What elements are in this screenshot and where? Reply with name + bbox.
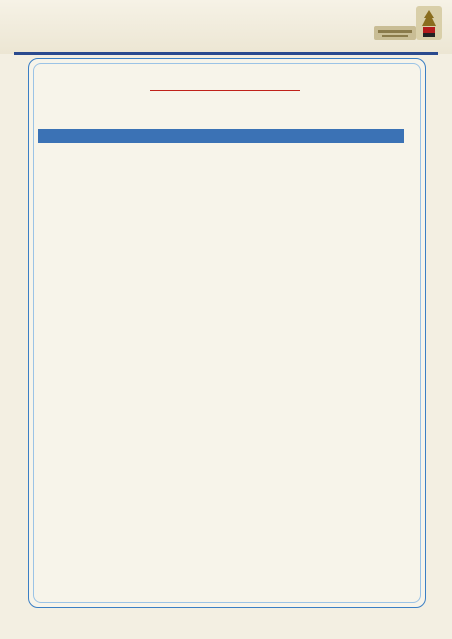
table-header [38,129,404,143]
header-divider [14,52,438,55]
content-frame-inner [33,63,421,603]
ministry-emblem-logo [372,4,444,44]
title-underline [150,90,300,91]
